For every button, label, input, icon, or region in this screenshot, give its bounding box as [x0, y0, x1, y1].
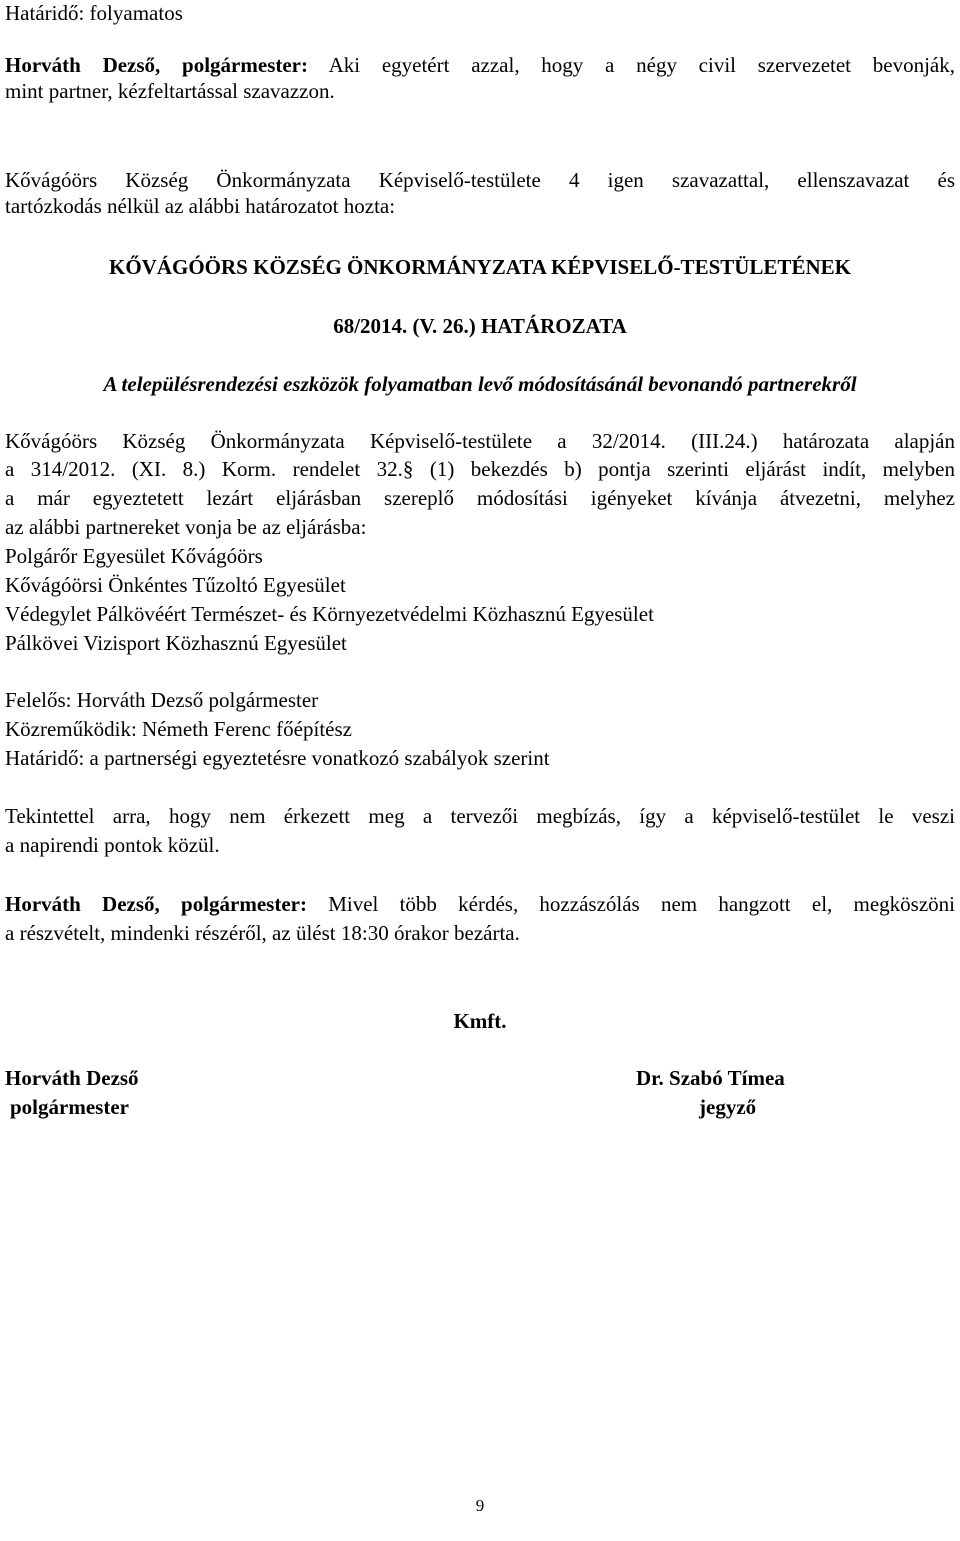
resolution-body-line: a 314/2012. (XI. 8.) Korm. rendelet 32.§ (1) bekezdés b) pontja szerinti eljárást indít, melyben	[5, 457, 955, 481]
resolution-body-line: Kővágóörs Község Önkormányzata Képviselő-testülete a 32/2014. (III.24.) határozata alapján	[5, 429, 955, 453]
vote-line1: Kővágóörs Község Önkormányzata Képviselő-testülete 4 igen szavazattal, ellenszavazat és	[5, 168, 955, 192]
deadline-continuous: Határidő: folyamatos	[5, 1, 183, 25]
partner-item: Pálkövei Vizisport Közhasznú Egyesület	[5, 631, 347, 655]
speech1-speaker: Horváth Dezső, polgármester:	[5, 53, 308, 77]
signature-left-name: Horváth Dezső	[5, 1066, 139, 1090]
speech1-text: Aki egyetért azzal, hogy a négy civil szervezetet bevonják,	[308, 53, 955, 77]
signature-left-title: polgármester	[10, 1095, 129, 1119]
signature-right-name: Dr. Szabó Tímea	[636, 1066, 785, 1090]
page-number: 9	[475, 1496, 485, 1515]
signature-right-title: jegyző	[699, 1095, 757, 1119]
cooperating-line: Közreműködik: Németh Ferenc főépítész	[5, 717, 352, 741]
responsible-line: Felelős: Horváth Dezső polgármester	[5, 688, 319, 712]
note-line2: a napirendi pontok közül.	[5, 833, 220, 857]
vote-line2: tartózkodás nélkül az alábbi határozatot hozta:	[5, 194, 396, 218]
speech2-line1	[5, 891, 955, 917]
resolution-body-line: az alábbi partnereket vonja be az eljárásba:	[5, 515, 367, 539]
resolution-heading: KŐVÁGÓÖRS KÖZSÉG ÖNKORMÁNYZATA KÉPVISELŐ-TESTÜLETÉNEK	[109, 255, 851, 279]
note-line1: Tekintettel arra, hogy nem érkezett meg a tervezői megbízás, így a képviselő-testület le veszi	[5, 804, 955, 828]
partner-item: Védegylet Pálkövéért Természet- és Környezetvédelmi Közhasznú Egyesület	[5, 602, 654, 626]
resolution-body-line: a már egyeztetett lezárt eljárásban szereplő módosítási igényeket kívánja átvezetni, melyhez	[5, 486, 955, 510]
speech2-speaker: Horváth Dezső, polgármester:	[5, 892, 307, 916]
closing-kmft: Kmft.	[453, 1009, 507, 1033]
deadline-line: Határidő: a partnerségi egyeztetésre vonatkozó szabályok szerint	[5, 746, 550, 770]
resolution-subject: A településrendezési eszközök folyamatban levő módosításánál bevonandó partnerekről	[103, 372, 857, 396]
speech1-line1	[5, 52, 955, 78]
partner-item: Polgárőr Egyesület Kővágóörs	[5, 544, 263, 568]
speech1-line2: mint partner, kézfeltartással szavazzon.	[5, 79, 335, 103]
partner-item: Kővágóörsi Önkéntes Tűzoltó Egyesület	[5, 573, 346, 597]
resolution-number: 68/2014. (V. 26.) HATÁROZATA	[333, 314, 627, 338]
speech2-text: Mivel több kérdés, hozzászólás nem hangzott el, megköszöni	[306, 892, 955, 916]
speech2-line2: a részvételt, mindenki részéről, az ülést 18:30 órakor bezárta.	[5, 921, 520, 945]
